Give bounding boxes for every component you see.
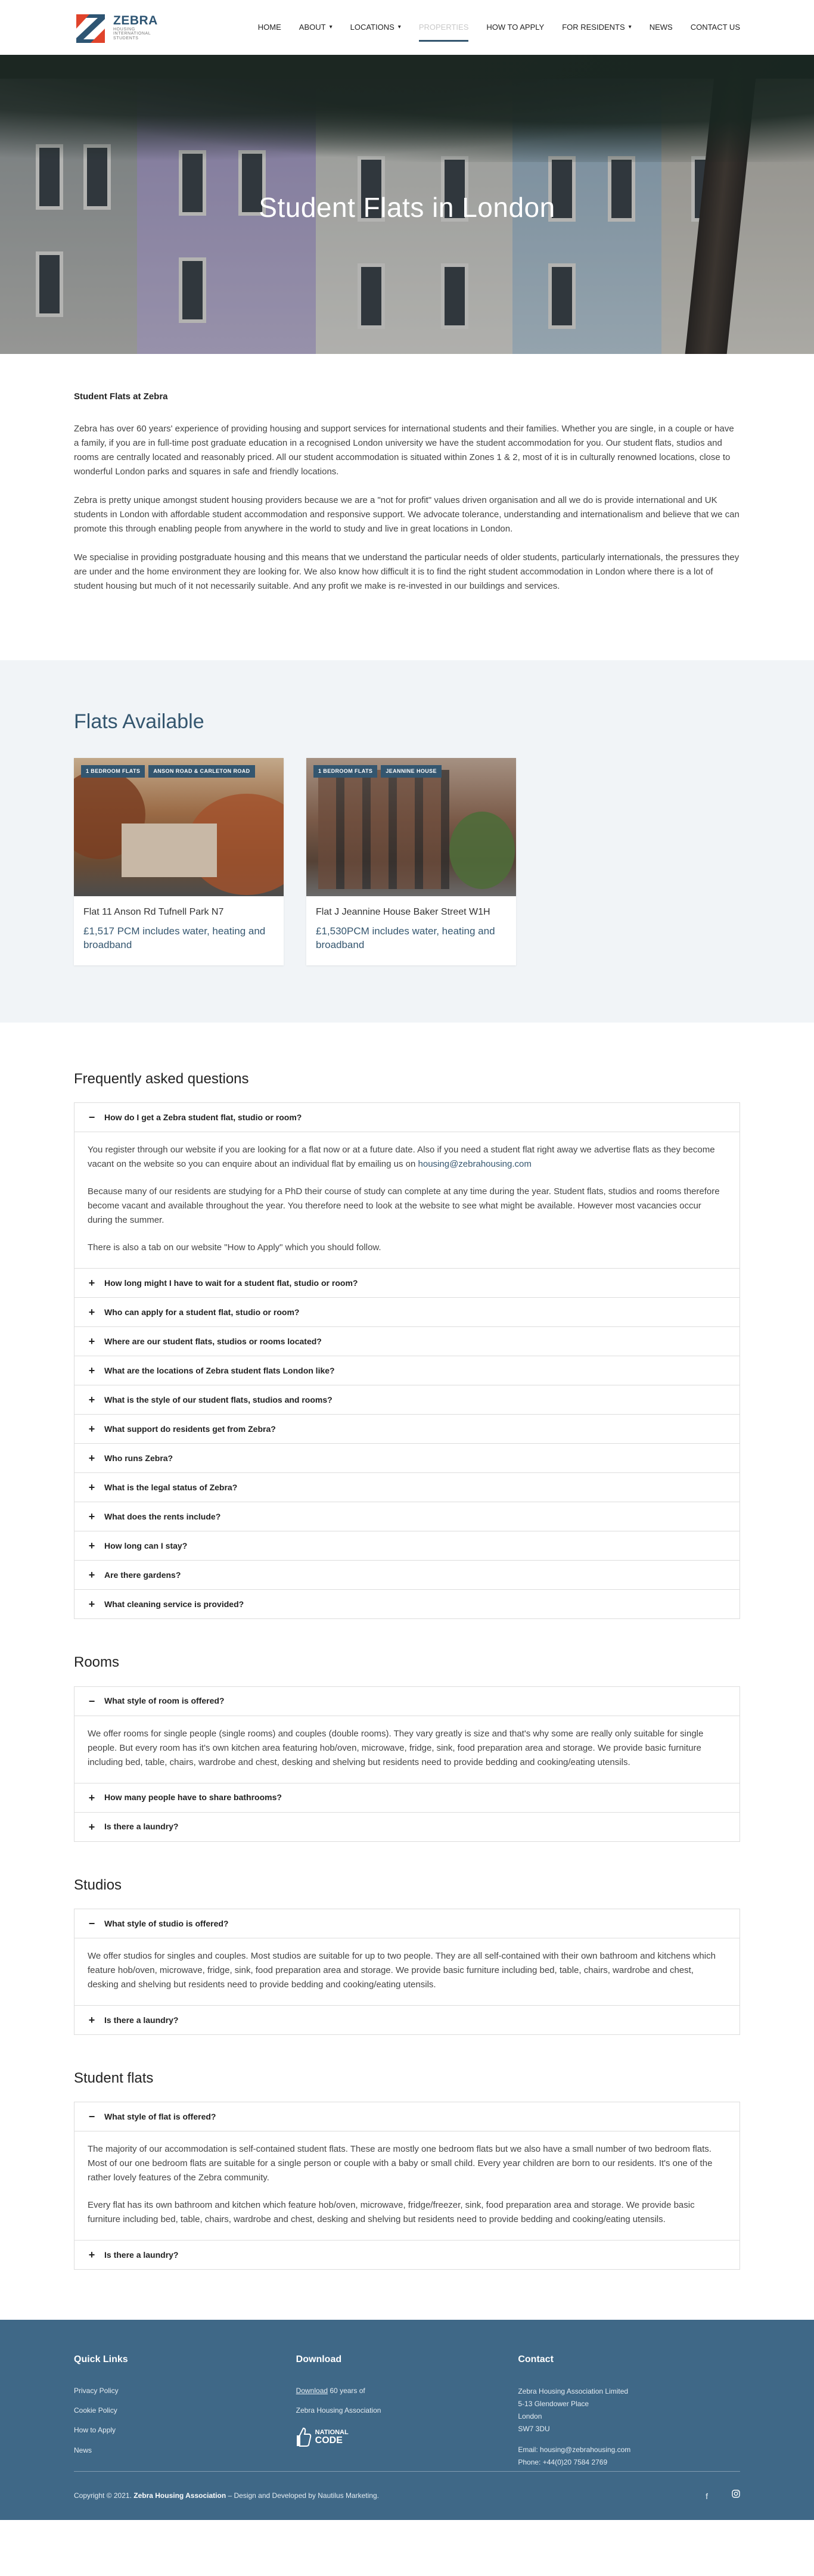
- student-flats-section: [0, 2035, 814, 2270]
- faq-item[interactable]: [74, 1531, 740, 1561]
- flat-card[interactable]: [306, 758, 516, 965]
- faq-question-text: What style of room is offered?: [104, 1696, 225, 1706]
- plus-icon: +: [88, 2249, 95, 2261]
- download-line: [296, 2385, 518, 2397]
- plus-icon: +: [88, 1306, 95, 1319]
- faq-item[interactable]: [74, 1783, 740, 1813]
- faq-item[interactable]: [74, 1356, 740, 1385]
- studios-heading: Studios: [74, 1876, 122, 1893]
- flat-card[interactable]: [74, 758, 284, 965]
- minus-icon: −: [88, 1918, 95, 1930]
- flats-available-section: [0, 660, 814, 1023]
- nav-label: HOME: [257, 22, 281, 32]
- site-header: [0, 0, 814, 55]
- faq-answer: [74, 1716, 740, 1783]
- copyright-text: – Design and Developed by Nautilus Marketing.: [226, 2491, 379, 2500]
- site-logo[interactable]: [74, 11, 158, 44]
- faq-question[interactable]: [74, 2102, 740, 2131]
- faq-section: [0, 1023, 814, 1619]
- faq-item[interactable]: [74, 1473, 740, 1502]
- faq-answer-paragraph: Every flat has its own bathroom and kitchen which feature hob/oven, microwave, fridge/freezer, sink, food preparation area and storage. We provide basic furniture including bed, table, chairs, wardrobe and chest, desking and shelving but residents need to provide bedding and cooking/eating utensils.: [88, 2200, 695, 2225]
- download-link[interactable]: Download: [296, 2387, 328, 2395]
- intro-paragraph: Zebra is pretty unique amongst student housing providers because we are a "not for profit" values driven organisation and all we do is provide international and UK students in London with affordable student accommodation and responsive support. We advocate tolerance, understanding and internationalism and believe that we can promote this through enabling people from anywhere in the world to study and live in great locations in London.: [74, 495, 740, 534]
- nav-label: FOR RESIDENTS: [562, 22, 625, 32]
- faq-question-text: Are there gardens?: [104, 1570, 181, 1580]
- faq-answer-paragraph: We offer rooms for single people (single rooms) and couples (double rooms). They vary greatly is size and that's why some are really only suitable for single people. But every room has it's own kitchen area featuring hob/oven, microwave, fridge, sink, food preparation area and storage. We provide basic furniture including bed, table, chairs, wardrobe and chest, desking and shelving but residents need to provide bedding and cooking/eating utensils.: [88, 1728, 704, 1767]
- plus-icon: +: [88, 1791, 95, 1804]
- flat-tag[interactable]: JEANNINE HOUSE: [381, 765, 442, 777]
- nav-label: NEWS: [649, 22, 673, 32]
- faq-question-text: What style of studio is offered?: [104, 1918, 229, 1928]
- plus-icon: +: [88, 1598, 95, 1611]
- faq-item[interactable]: [74, 1561, 740, 1590]
- faq-item[interactable]: [74, 1813, 740, 1841]
- faq-item[interactable]: [74, 1444, 740, 1473]
- faq-answer: [74, 1938, 740, 2005]
- faq-item[interactable]: [74, 1590, 740, 1618]
- hero-banner: [0, 55, 814, 354]
- copyright: [74, 2490, 379, 2502]
- faq-question-text: Is there a laundry?: [104, 2015, 179, 2025]
- rooms-heading: Rooms: [74, 1654, 120, 1671]
- photo-building: [122, 824, 217, 877]
- faq-answer: [74, 1132, 740, 1268]
- faq-accordion: [74, 1102, 740, 1619]
- plus-icon: +: [88, 1540, 95, 1552]
- download-line-2: Zebra Housing Association: [296, 2406, 381, 2415]
- faq-question-text: How long can I stay?: [104, 1541, 188, 1551]
- intro-section: [0, 354, 814, 660]
- faq-heading: Frequently asked questions: [74, 1070, 249, 1087]
- plus-icon: +: [88, 1452, 95, 1465]
- nav-contact-us[interactable]: [691, 0, 740, 55]
- footer-heading: Contact: [518, 2354, 554, 2365]
- flat-title[interactable]: Flat J Jeannine House Baker Street W1H: [316, 907, 490, 918]
- logo-sub-1: HOUSING: [113, 27, 135, 32]
- footer-heading: Download: [296, 2354, 342, 2365]
- footer-link-how-to-apply[interactable]: How to Apply: [74, 2426, 116, 2435]
- footer-link-news[interactable]: News: [74, 2446, 92, 2454]
- nav-about[interactable]: [299, 0, 333, 55]
- faq-answer-paragraph: [88, 1143, 726, 1172]
- intro-paragraph: We specialise in providing postgraduate housing and this means that we understand the particular needs of older students, particularly internationals, the pressures they are under and the home environment they are looking for. We also know how difficult it is to find the right student accommodation in London where there is a lot of student housing but much of it not necessarily suitable. And any profit we make is re-invested in our buildings and services.: [74, 552, 740, 591]
- flat-tag[interactable]: 1 BEDROOM FLATS: [313, 765, 377, 777]
- faq-question-text: How long might I have to wait for a student flat, studio or room?: [104, 1278, 358, 1288]
- faq-question-text: What cleaning service is provided?: [104, 1599, 244, 1609]
- plus-icon: +: [88, 1335, 95, 1348]
- plus-icon: +: [88, 1820, 95, 1833]
- contact-phone[interactable]: Phone: +44(0)20 7584 2769: [518, 2458, 608, 2467]
- faq-answer-paragraph: We offer studios for singles and couples. Most studios are suitable for up to two people. They are all self-contained with their own bathroom and kitchens which feature hob/oven, microwave, fridge, sink, food preparation area and storage. We provide basic furniture including bed, table, chairs, wardrobe and chest, desking and shelving but residents need to provide bedding and cooking/eating utensils.: [88, 1951, 716, 1990]
- footer-contact: [518, 2352, 740, 2469]
- faq-question-text: Where are our student flats, studios or rooms located?: [104, 1337, 322, 1347]
- photo-tree: [449, 812, 515, 889]
- flat-cards: [74, 758, 740, 965]
- contact-email[interactable]: Email: housing@zebrahousing.com: [518, 2446, 631, 2454]
- faq-question[interactable]: [74, 1103, 740, 1132]
- copyright-org[interactable]: Zebra Housing Association: [133, 2491, 226, 2500]
- faq-question-text: What is the style of our student flats, studios and rooms?: [104, 1395, 333, 1405]
- photo-building: [318, 770, 449, 889]
- instagram-icon[interactable]: [732, 2490, 740, 2498]
- faq-item[interactable]: [74, 2241, 740, 2269]
- faq-item-open: [74, 1103, 740, 1269]
- nav-news[interactable]: [650, 0, 673, 55]
- logo-sub-3: STUDENTS: [113, 36, 139, 41]
- nav-label: PROPERTIES: [418, 22, 469, 32]
- faq-item-open: [74, 1909, 740, 2006]
- plus-icon: +: [88, 1569, 95, 1581]
- plus-icon: +: [88, 2014, 95, 2027]
- student-flats-heading: Student flats: [74, 2070, 154, 2087]
- faq-item[interactable]: [74, 1298, 740, 1327]
- faq-item[interactable]: [74, 1502, 740, 1531]
- badge-text: CODE: [315, 2435, 343, 2446]
- contact-line: SW7 3DU: [518, 2425, 550, 2434]
- footer-link-cookie[interactable]: Cookie Policy: [74, 2406, 117, 2415]
- nav-for-residents[interactable]: [562, 0, 632, 55]
- badge-text: NATIONAL: [315, 2428, 349, 2436]
- nav-home[interactable]: [258, 0, 281, 55]
- thumbs-up-icon: [296, 2427, 312, 2447]
- zebra-logo-icon: [74, 11, 107, 44]
- main-nav: [258, 0, 740, 55]
- faq-question-text: Who runs Zebra?: [104, 1453, 173, 1463]
- faq-answer-paragraph: There is also a tab on our website "How to Apply" which you should follow.: [88, 1242, 381, 1253]
- chevron-down-icon: ▾: [628, 24, 632, 30]
- nav-locations[interactable]: [350, 0, 401, 55]
- flat-title[interactable]: Flat 11 Anson Rd Tufnell Park N7: [83, 907, 224, 918]
- faq-answer-paragraph: Because many of our residents are studying for a PhD their course of study can complete at any time during the year. Student flats, studios and rooms therefore become vacant and available throughout the year. You therefore need to look at the website to see what might be available. However most vacancies occur during the summer.: [88, 1186, 720, 1226]
- flats-heading: Flats Available: [74, 710, 204, 733]
- flat-price: £1,530PCM includes water, heating and broadband: [316, 925, 495, 950]
- intro-paragraph: Zebra has over 60 years' experience of providing housing and support services for international students and their families. Whether you are single, in a couple or have a family, if you are in full-time post graduate education in a recognised London university we have the student accommodation for you. Our student flats, studios and rooms are centrally located and reasonably priced. All our student accommodation is situated within Zones 1 & 2, most of it is in culturally renowned locations, close to wonderful London parks and squares in safe and friendly locations.: [74, 424, 734, 477]
- email-link[interactable]: housing@zebrahousing.com: [418, 1159, 532, 1170]
- nav-how-to-apply[interactable]: [486, 0, 544, 55]
- contact-line: Zebra Housing Association Limited: [518, 2387, 629, 2396]
- contact-line: London: [518, 2412, 542, 2421]
- faq-answer: [74, 2131, 740, 2240]
- faq-question-text: Who can apply for a student flat, studio or room?: [104, 1307, 300, 1317]
- flat-tag[interactable]: ANSON ROAD & CARLETON ROAD: [148, 765, 254, 777]
- footer-link-privacy[interactable]: Privacy Policy: [74, 2387, 119, 2395]
- nav-properties[interactable]: [419, 0, 469, 55]
- plus-icon: +: [88, 1394, 95, 1406]
- faq-item[interactable]: [74, 2006, 740, 2034]
- plus-icon: +: [88, 1277, 95, 1289]
- nav-label: CONTACT US: [690, 22, 740, 32]
- flat-tag[interactable]: 1 BEDROOM FLATS: [81, 765, 145, 777]
- faq-item[interactable]: [74, 1269, 740, 1298]
- faq-question-text: What are the locations of Zebra student flats London like?: [104, 1366, 335, 1376]
- faq-question-text: How many people have to share bathrooms?: [104, 1792, 282, 1803]
- footer-heading: Quick Links: [74, 2354, 128, 2365]
- chevron-down-icon: ▾: [397, 24, 401, 30]
- nav-label: HOW TO APPLY: [486, 22, 545, 32]
- faq-answer-paragraph: The majority of our accommodation is self-contained student flats. These are mostly one bedroom flats but we also have a small number of two bedroom flats. Most of our one bedroom flats are suitable for a single person or couple with a baby or small child. Every year children are born to our residents. It's one of the rather lovely features of the Zebra community.: [88, 2144, 713, 2183]
- minus-icon: −: [88, 2111, 95, 2123]
- faq-question-text: Is there a laundry?: [104, 1822, 179, 1832]
- faq-item[interactable]: [74, 1385, 740, 1415]
- faq-question[interactable]: [74, 1687, 740, 1716]
- national-code-logo: [296, 2427, 518, 2447]
- nav-label: ABOUT: [299, 22, 326, 32]
- flat-price: £1,517 PCM includes water, heating and broadband: [83, 925, 266, 950]
- logo-sub-2: INTERNATIONAL: [113, 32, 151, 36]
- facebook-icon[interactable]: f: [706, 2491, 708, 2501]
- answer-text: You register through our website if you are looking for a flat now or at a future date. Also if you need a student flat right away we advertise flats as they become vacant on the website so you can enquire about an individual flat by emailing us on: [88, 1145, 715, 1170]
- flat-tags: [313, 765, 442, 777]
- copyright-text: Copyright © 2021.: [74, 2491, 134, 2500]
- intro-heading: Student Flats at Zebra: [74, 391, 168, 402]
- rooms-accordion: [74, 1686, 740, 1842]
- faq-item[interactable]: [74, 1415, 740, 1444]
- logo-name: ZEBRA: [113, 13, 158, 27]
- plus-icon: +: [88, 1511, 95, 1523]
- plus-icon: +: [88, 1481, 95, 1494]
- faq-item-open: [74, 2102, 740, 2241]
- flat-photo[interactable]: [306, 758, 516, 896]
- minus-icon: −: [88, 1695, 95, 1707]
- flat-tags: [81, 765, 255, 777]
- flat-photo[interactable]: [74, 758, 284, 896]
- studios-section: [0, 1842, 814, 2035]
- studios-accordion: [74, 1909, 740, 2035]
- minus-icon: −: [88, 1111, 95, 1124]
- plus-icon: +: [88, 1365, 95, 1377]
- faq-item-open: [74, 1687, 740, 1783]
- rooms-section: [0, 1619, 814, 1841]
- footer-quick-links: [74, 2352, 296, 2469]
- contact-line: 5-13 Glendower Place: [518, 2400, 589, 2409]
- faq-question-text: What support do residents get from Zebra?: [104, 1424, 276, 1434]
- social-links: [706, 2490, 740, 2503]
- faq-item[interactable]: [74, 1327, 740, 1356]
- page-title: Student Flats in London: [259, 192, 555, 223]
- site-footer: [0, 2320, 814, 2520]
- footer-bottom-bar: [74, 2471, 740, 2520]
- faq-question-text: Is there a laundry?: [104, 2250, 179, 2260]
- download-text: 60 years of: [328, 2387, 365, 2395]
- footer-download: [296, 2352, 518, 2469]
- student-flats-accordion: [74, 2102, 740, 2270]
- nav-label: LOCATIONS: [350, 22, 394, 32]
- faq-question[interactable]: [74, 1909, 740, 1938]
- chevron-down-icon: ▾: [329, 24, 333, 30]
- plus-icon: +: [88, 1423, 95, 1435]
- faq-question-text: What does the rents include?: [104, 1512, 221, 1522]
- faq-question-text: What style of flat is offered?: [104, 2112, 216, 2122]
- faq-question-text: What is the legal status of Zebra?: [104, 1483, 238, 1493]
- faq-question-text: How do I get a Zebra student flat, studio or room?: [104, 1113, 302, 1123]
